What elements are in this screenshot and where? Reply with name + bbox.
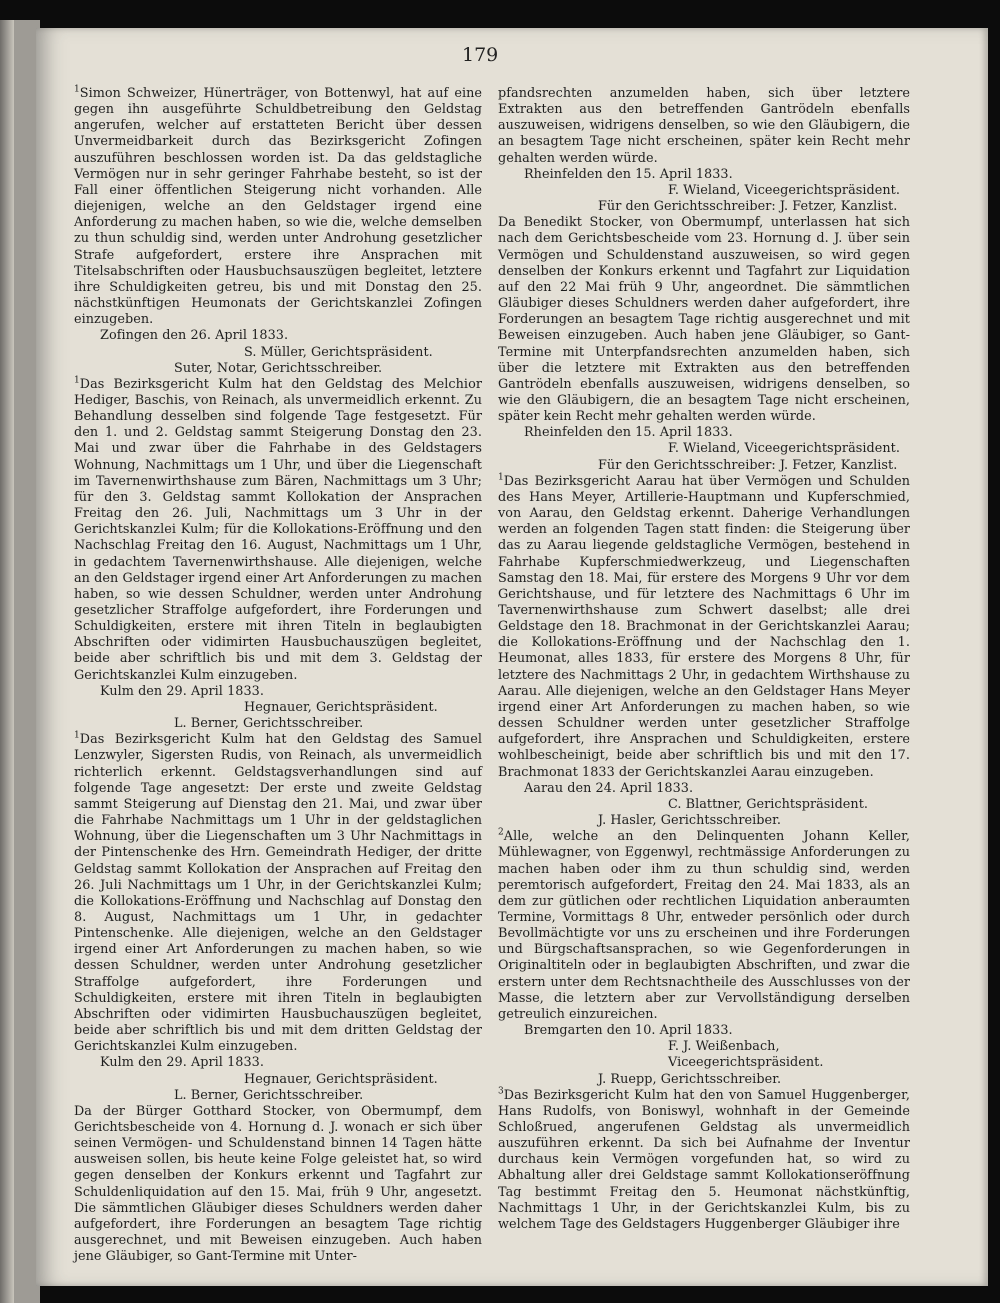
place-date: Kulm den 29. April 1833. — [100, 1055, 264, 1071]
notice-marker: 2 — [498, 827, 504, 838]
notice-text — [498, 829, 910, 1023]
notice — [498, 829, 910, 1088]
signature-line: C. Blattner, Gerichtspräsident. — [668, 796, 869, 812]
notice-text — [498, 215, 910, 425]
notice-marker: 1 — [74, 375, 80, 386]
signature-line: J. Hasler, Gerichtsschreiber. — [598, 813, 782, 829]
signature-line: Für den Gerichtsschreiber: J. Fetzer, Kanzlist. — [598, 457, 898, 473]
signature-line: J. Ruepp, Gerichtsschreiber. — [598, 1071, 782, 1087]
notice-body: pfandsrechten anzumelden haben, sich über letztere Extrakten aus den betreffenden Gantrödeln ebenfalls auszuweisen, widrigens denselben, so wie den Gläubigern, die an besagtem Tage nicht erscheinen, später kein Recht mehr gehalten werden würde. — [498, 86, 910, 166]
notice-text — [74, 86, 482, 328]
notice-marker: 1 — [498, 472, 504, 483]
signature-line: L. Berner, Gerichtsschreiber. — [174, 1087, 364, 1103]
notice-text — [498, 1088, 910, 1233]
book-binding — [0, 20, 14, 1303]
signature-line: Hegnauer, Gerichtspräsident. — [244, 699, 438, 715]
place-date: Rheinfelden den 15. April 1833. — [524, 425, 733, 441]
place-date: Zofingen den 26. April 1833. — [100, 328, 289, 344]
notice — [74, 1104, 482, 1266]
notice-body: Das Bezirksgericht Kulm hat den Geldstag des Melchior Hediger, Baschis, von Reinach, als unvermeidlich erkennt. Zu Behandlung desselben sind folgende Tage festgesetzt. Für den 1. und 2. Geldstag sammt Steigerung Donstag den 23. Mai und zwar über die Fahrhabe in des Geldstagers Wohnung, Nachmittags um 1 Uhr, und über die Liegenschaft im Tavernenwirthshause zum Bären, Nachmittags um 3 Uhr; für den 3. Geldstag sammt Kollokation der Ansprachen Freitag den 26. Juli, Nachmittags um 3 Uhr in der Gerichtskanzlei Kulm; für die Kollokations-Eröffnung und den Nachschlag Freitag den 16. August, Nachmittags um 1 Uhr, in gedachtem Tavernenwirthshause. Alle diejenigen, welche an den Geldstager irgend einer Art Anforderungen zu machen haben, so wie dessen Schuldner, werden unter Androhung gesetzlicher Straffolge aufgefordert, ihre Forderungen und Schuldigkeiten, erstere mit ihren Titeln in beglaubigten Abschriften oder vidimirten Hausbuchauszügen begleitet, beide aber schriftlich bis und mit dem 3. Geldstag der Gerichtskanzlei Kulm einzugeben. — [74, 376, 482, 683]
notice-marker: 3 — [498, 1086, 504, 1097]
notice-body: Simon Schweizer, Hünerträger, von Bottenwyl, hat auf eine gegen ihn ausgeführte Schuldbetreibung den Geldstag angerufen, welcher auf erstatteten Bericht über dessen Unvermeidbarkeit durch das Bezirksgericht Zofingen auszuführen beschlossen worden ist. Da das geldstagliche Vermögen nur in sehr geringer Fahrhabe besteht, so ist der Fall einer öffentlichen Steigerung nicht vorhanden. Alle diejenigen, welche an den Geldstager irgend eine Anforderung zu machen haben, so wie die, welche demselben zu thun schuldig sind, werden unter Androhung gesetzlicher Strafe aufgefordert, erstere ihre Ansprachen mit Titelsabschriften oder Hausbuchsauszügen begleitet, letztere ihre Schuldigkeiten getreu, bis und mit Donstag den 25. nächstkünftigen Heumonats der Gerichtskanzlei Zofingen einzugeben. — [74, 86, 482, 328]
notice-body: Das Bezirksgericht Kulm hat den Geldstag des Samuel Lenzwyler, Sigersten Rudis, von Reinach, als unvermeidlich richterlich erkennt. Geldstagsverhandlungen sind auf folgende Tage angesetzt: Der erste und zweite Geldstag sammt Steigerung auf Dienstag den 21. Mai, und zwar über die Fahrhabe Nachmittags um 1 Uhr in der geldstaglichen Wohnung, über die Liegenschaften um 3 Uhr Nachmittags in der Pintenschenke des Hrn. Gemeindrath Hediger, der dritte Geldstag sammt Kollokation der Ansprachen auf Freitag den 26. Juli Nachmittags um 1 Uhr, in der Gerichtskanzlei Kulm; die Kollokations-Eröffnung und Nachschlag auf Donstag den 8. August, Nachmittags um 1 Uhr, in gedachter Pintenschenke. Alle diejenigen, welche an den Geldstager irgend einer Art Anforderungen zu machen haben, so wie dessen Schuldner, werden unter Androhung gesetzlicher Straffolge aufgefordert, ihre Forderungen und Schuldigkeiten, erstere mit ihren Titeln in beglaubigten Abschriften oder vidimirten Hausbuchauszügen begleitet, beide aber schriftlich bis und mit dem dritten Geldstag der Gerichtskanzlei Kulm einzugeben. — [74, 732, 482, 1055]
signature-line: Für den Gerichtsschreiber: J. Fetzer, Kanzlist. — [598, 199, 898, 215]
place-date: Rheinfelden den 15. April 1833. — [524, 166, 733, 182]
notice-body: Das Bezirksgericht Aarau hat über Vermögen und Schulden des Hans Meyer, Artillerie-Hauptmann und Kupferschmied, von Aarau, den Geldstag erkennt. Daherige Verhandlungen werden an folgenden Tagen statt finden: die Steigerung über das zu Aarau liegende geldstagliche Vermögen, bestehend in Fahrhabe Kupferschmiedwerkzeug, und Liegenschaften Samstag den 18. Mai, für erstere des Morgens 9 Uhr vor dem Gerichtshause, und für letztere des Nachmittags 6 Uhr im Tavernenwirthshause zum Schwert daselbst; alle drei Geldstage den 18. Brachmonat in der Gerichtskanzlei Aarau; die Kollokations-Eröffnung und der Nachschlag den 1. Heumonat, alles 1833, für erstere des Morgens 8 Uhr, für letztere des Nachmittags 2 Uhr, in gedachtem Wirthshause zu Aarau. Alle diejenigen, welche an den Geldstager Hans Meyer irgend einer Art Anforderungen zu machen haben, so wie dessen Schuldner werden unter gesetzlicher Straffolge aufgefordert, ihre Ansprachen und Schuldigkeiten, erstere wohlbescheinigt, beide aber schriftlich bis und mit den 17. Brachmonat 1833 der Gerichtskanzlei Aarau einzugeben. — [498, 473, 910, 780]
notice-body: Da der Bürger Gotthard Stocker, von Obermumpf, dem Gerichtsbescheide von 4. Hornung d. J. wonach er sich über seinen Vermögen- und Schuldenstand binnen 14 Tagen hätte ausweisen sollen, bis heute keine Folge geleistet hat, so wird gegen denselben der Konkurs erkennt und Tagfahrt zur Schuldenliquidation auf den 15. Mai, früh 9 Uhr, angesetzt. Die sämmtlichen Gläubiger dieses Schuldners werden daher aufgefordert, ihre Forderungen an besagtem Tage richtig ausgerechnet, und mit Beweisen einzugeben. Auch haben jene Gläubiger, so Gant-Termine mit Unter- — [74, 1103, 482, 1265]
left-column — [74, 86, 482, 1265]
notice-marker: 1 — [74, 84, 80, 95]
notice — [74, 86, 482, 377]
notice-text — [74, 377, 482, 684]
signature-line: Suter, Notar, Gerichtsschreiber. — [174, 360, 383, 376]
signature-line: Hegnauer, Gerichtspräsident. — [244, 1071, 438, 1087]
notice-body: Das Bezirksgericht Kulm hat den von Samuel Huggenberger, Hans Rudolfs, von Boniswyl, wohnhaft in der Gemeinde Schloßrued, angerufenen Geldstag als unvermeidlich auszuführen erkennt. Da sich bei Aufnahme der Inventur durchaus kein Vermögen vorgefunden hat, so wird zu Abhaltung aller drei Geldstage sammt Kollokationseröffnung Tag bestimmt Freitag den 5. Heumonat nächstkünftig, Nachmittags 1 Uhr, in der Gerichtskanzlei Kulm, bis zu welchem Tage des Geldstagers Huggenberger Gläubiger ihre — [498, 1087, 910, 1232]
notice-marker: 1 — [74, 730, 80, 741]
place-date: Kulm den 29. April 1833. — [100, 683, 264, 699]
notice — [498, 215, 910, 474]
notice — [498, 474, 910, 829]
notice-text — [498, 86, 910, 167]
notice-text — [74, 732, 482, 1055]
signature-line: F. Wieland, Viceegerichtspräsident. — [668, 182, 900, 198]
signature-line: F. Wieland, Viceegerichtspräsident. — [668, 441, 900, 457]
notice — [74, 377, 482, 732]
signature-line: L. Berner, Gerichtsschreiber. — [174, 716, 364, 732]
signature-line: F. J. Weißenbach, Viceegerichtspräsident. — [668, 1039, 824, 1071]
signature-line: S. Müller, Gerichtspräsident. — [244, 344, 433, 360]
notice — [74, 732, 482, 1104]
page-number: 179 — [462, 44, 499, 66]
previous-page-edge — [0, 20, 40, 1303]
notice — [498, 86, 910, 215]
notice-body: Da Benedikt Stocker, von Obermumpf, unterlassen hat sich nach dem Gerichtsbescheide vom 23. Hornung d. J. über sein Vermögen und Schuldenstand auszuweisen, so wird gegen denselben der Konkurs erkennt und Tagfahrt zur Liquidation auf den 22 Mai früh 9 Uhr, angeordnet. Die sämmtlichen Gläubiger dieses Schuldners werden daher aufgefordert, ihre Forderungen an besagtem Tage richtig ausgerechnet und mit Beweisen einzugeben. Auch haben jene Gläubiger, so Gant-Termine mit Unterpfandsrechten anzumelden haben, sich über die letztere mit Extrakten aus den betreffenden Gantrödeln ebenfalls auszuweisen, widrigens denselben, so wie den Gläubigern, die an besagtem Tage nicht erscheinen, später kein Recht mehr gehalten werden würde. — [498, 215, 910, 425]
notice-text — [498, 474, 910, 781]
right-column — [498, 86, 910, 1233]
notice-text — [74, 1104, 482, 1266]
place-date: Aarau den 24. April 1833. — [524, 780, 694, 796]
notice-body: Alle, welche an den Delinquenten Johann Keller, Mühlewagner, von Eggenwyl, rechtmässige Anforderungen zu machen haben oder ihm zu thun schuldig sind, werden peremtorisch aufgefordert, Freitag den 24. Mai 1833, als an dem zur gütlichen oder rechtlichen Liquidation anberaumten Termine, Vormittags 8 Uhr, entweder persönlich oder durch Bevollmächtigte vor uns zu erscheinen und ihre Forderungen und Bürgschaftsansprachen, so wie Gegenforderungen in Originaltiteln oder in beglaubigten Abschriften, und zwar die erstern unter dem Rechtsnachtheile des Ausschlusses von der Masse, die letztern aber zur Vervollständigung derselben getreulich einzureichen. — [498, 829, 910, 1022]
notice — [498, 1088, 910, 1233]
place-date: Bremgarten den 10. April 1833. — [524, 1023, 733, 1039]
